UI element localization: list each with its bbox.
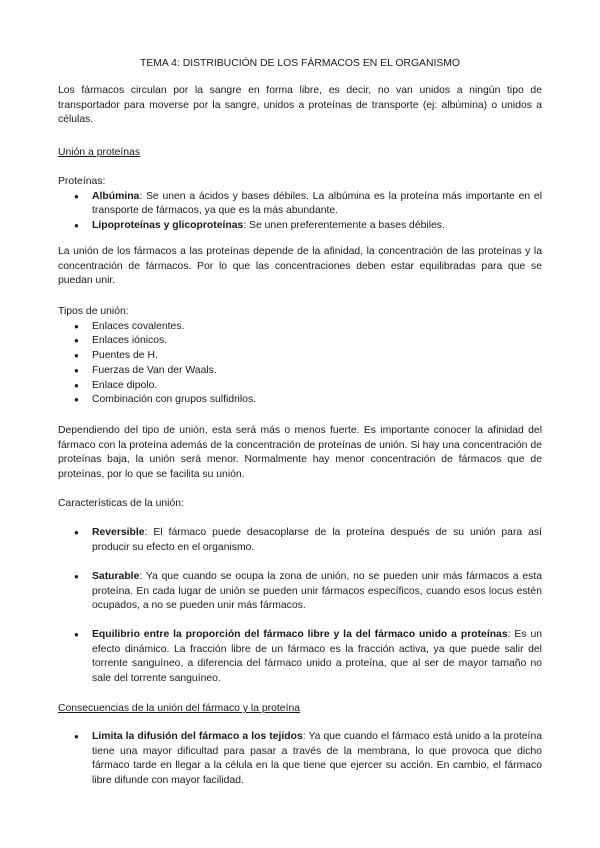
description: : Se unen preferentemente a bases débiles. — [243, 220, 445, 232]
description: : Ya que cuando se ocupa la zona de unión, no se pueden unir más fármacos a esta proteína. En cada lugar de unión se pueden unir fármacos específicos, cuando esos locus estén ocupados, a no se pueden unir más fármacos. — [92, 571, 542, 612]
types-section — [58, 305, 542, 408]
dependence-paragraph: Dependiendo del tipo de unión, esta será más o menos fuerte. Es importante conocer la afinidad del fármaco con la proteína además de la concentración de proteínas de unión. Si hay una concentración de proteínas baja, la unión será menor. Normalmente hay menor concentración de fármacos que de proteínas, por lo que se facilita su unión. — [58, 425, 542, 481]
term: Saturable — [92, 571, 140, 582]
binding-paragraph: La unión de los fármacos a las proteínas depende de la afinidad, la concentración de las proteínas y la concentración de fármacos. Por lo que las concentraciones deben estar equilibradas para que se puedan unir. — [58, 246, 542, 287]
characteristics-list — [58, 570, 542, 614]
list-item: ● Fuerzas de Van der Waals. — [58, 364, 542, 379]
characteristics-list — [58, 526, 542, 555]
description: : Se unen a ácidos y bases débiles. La albúmina es la proteína más importante en el transporte de fármacos, ya que es la más abundante. — [92, 190, 542, 217]
list-item — [58, 570, 542, 614]
proteins-list — [58, 190, 542, 234]
term: Lipoproteínas y glicoproteínas — [92, 220, 244, 232]
term: Albúmina — [92, 190, 140, 202]
list-item — [58, 190, 542, 219]
description: : Es un efecto dinámico. La fracción libre de un fármaco es la fracción activa, ya que puede salir del torrente sanguíneo, a diferencia del fármaco unido a proteína, que al ser de mayor tamaño no sale del torrente sanguíneo. — [92, 629, 542, 685]
term: Equilibrio entre la proporción del fármaco libre y la del fármaco unido a proteínas — [92, 629, 508, 640]
proteins-label: Proteínas: — [58, 176, 106, 187]
section-heading-protein-binding: Unión a proteínas — [58, 147, 141, 158]
proteins-section — [58, 175, 542, 234]
consequences-list — [58, 730, 542, 789]
characteristics-list — [58, 628, 542, 687]
list-item: ● Enlace dipolo. — [58, 379, 542, 394]
description: : El fármaco puede desacoplarse de la proteína después de su unión para así producir su efecto en el organismo. — [92, 527, 542, 553]
description: : Ya que cuando el fármaco está unido a la proteína tiene una mayor dificultad para pasar a través de la membrana, lo que provoca que dicho fármaco tarde en llegar a la célula en la que tiene que ejercer su acción. En cambio, el fármaco libre difunde con mayor facilidad. — [92, 731, 543, 787]
list-item: ● Enlaces covalentes. — [58, 320, 542, 335]
list-item — [58, 628, 542, 687]
term: Limita la difusión del fármaco a los tejidos — [92, 731, 303, 742]
list-item — [58, 730, 542, 789]
list-item: ● Puentes de H. — [58, 349, 542, 364]
types-label: Tipos de unión: — [58, 306, 129, 317]
intro-paragraph: Los fármacos circulan por la sangre en forma libre, es decir, no van unidos a ningún tipo de transportador para moverse por la sangre, unidos a proteínas de transporte (ej: albúmina) o unidos a células. — [58, 85, 542, 126]
section-heading-consequences: Consecuencias de la unión del fármaco y la proteína — [58, 703, 301, 714]
page-title: TEMA 4: DISTRIBUCIÓN DE LOS FÁRMACOS EN EL ORGANISMO — [139, 58, 461, 69]
types-list — [58, 320, 542, 408]
characteristics-label: Características de la unión: — [58, 498, 184, 509]
list-item: ● Combinación con grupos sulfidrilos. — [58, 393, 542, 408]
list-item: ● Enlaces iónicos. — [58, 334, 542, 349]
list-item — [58, 526, 542, 555]
list-item — [58, 219, 542, 234]
term: Reversible — [92, 527, 145, 538]
